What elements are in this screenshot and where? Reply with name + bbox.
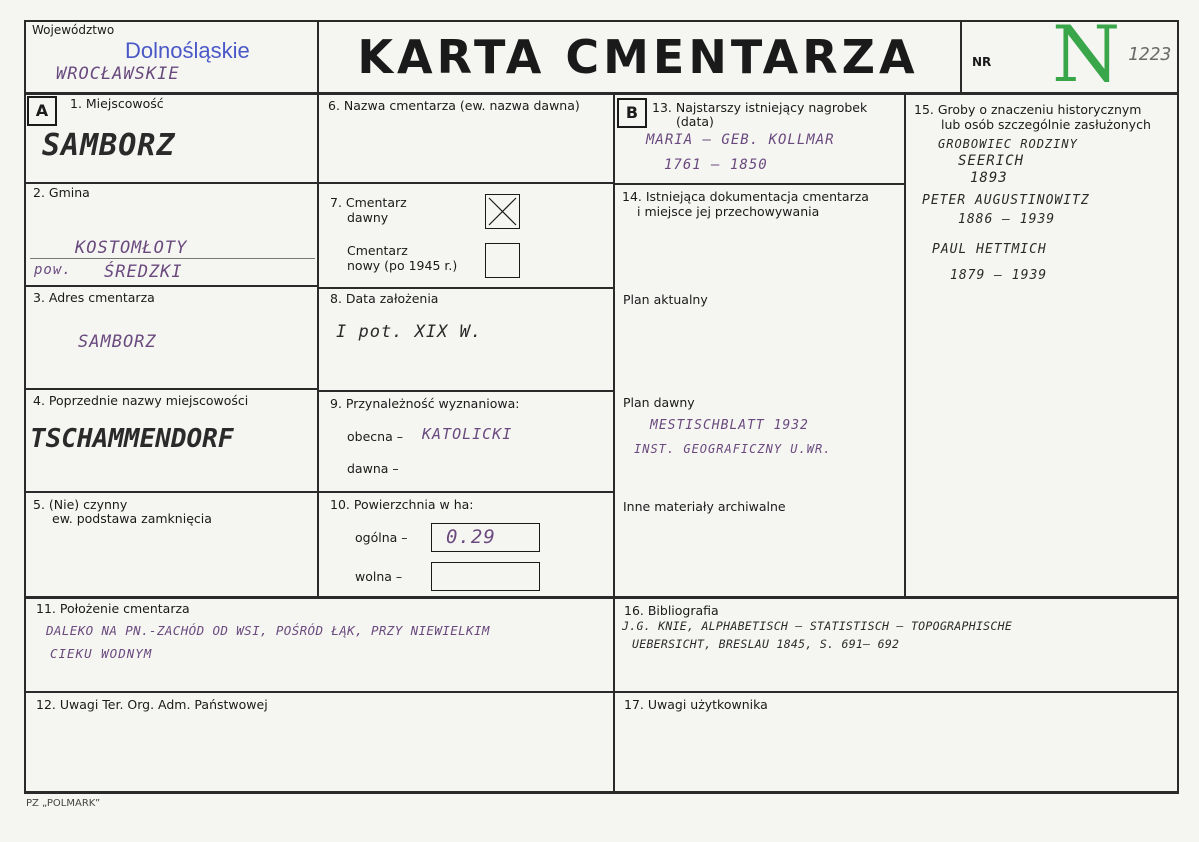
nr-label: NR [972,55,992,69]
plan-dawny-label: Plan dawny [623,395,695,410]
col-divider-2 [613,94,615,792]
section-b-letter: B [617,98,647,128]
row-line-2 [24,285,318,287]
field-13-sublabel: (data) [676,114,714,129]
wojewodztwo-label: Województwo [32,23,115,37]
field-15-line-4: PETER AUGUSTINOWITZ [922,193,1090,208]
wojewodztwo-handwritten: WROCŁAWSKIE [56,64,180,84]
field-15-line-5: 1886 – 1939 [958,212,1056,227]
field-15-sublabel: lub osób szczególnie zasłużonych [941,117,1151,132]
field-12-label: 12. Uwagi Ter. Org. Adm. Państwowej [36,697,268,712]
plan-aktualny-label: Plan aktualny [623,292,708,307]
mid-line-4 [318,491,614,493]
field-9-obecna-value: KATOLICKI [422,425,513,443]
field-10-wolna-box[interactable] [431,562,540,591]
field-4-label: 4. Poprzednie nazwy miejscowości [33,393,249,408]
field-14-sublabel: i miejsce jej przechowywania [637,204,820,219]
field-6-label: 6. Nazwa cmentarza (ew. nazwa dawna) [328,98,580,113]
field-11-line-2: CIEKU WODNYM [50,646,153,661]
field-10-wolna-label: wolna – [355,569,403,584]
field-13-line-1: MARIA – GEB. KOLLMAR [646,132,835,148]
field-15-line-3: 1893 [970,170,1008,186]
field-3-value: SAMBORZ [78,332,157,352]
field-7-nowy-b: nowy (po 1945 r.) [347,258,458,273]
plan-dawny-line-2: INST. GEOGRAFICZNY U.WR. [634,442,832,456]
printer-imprint: PZ „POLMARK” [26,798,101,809]
b-line-1 [614,183,905,185]
field-7-nowy-a: Cmentarz [347,243,408,258]
frame-top [24,20,1179,22]
row-line-1 [24,182,318,184]
frame-right [1177,20,1179,793]
row-line-4 [24,491,318,493]
field-14-label: 14. Istniejąca dokumentacja cmentarza [622,189,869,204]
mid-line-1 [318,182,614,184]
field-10-ogolna-box[interactable] [431,523,540,552]
field-11-line-1: DALEKO NA PN.-ZACHÓD OD WSI, POŚRÓD ŁĄK, PRZY NIEWIELKIM [46,623,490,638]
field-16-line-2: UEBERSICHT, BRESLAU 1845, S. 691– 692 [632,637,900,651]
card-title: KARTA CMENTARZA [357,30,919,84]
wojewodztwo-stamp: Dolnośląskie [125,38,250,63]
mid-line-3 [318,390,614,392]
field-5-label: 5. (Nie) czynny [33,497,128,512]
field-2-pow-label: pow. [34,262,72,278]
header-divider-2 [960,20,962,94]
field-9-dawna-label: dawna – [347,461,399,476]
field-10-label: 10. Powierzchnia w ha: [330,497,474,512]
header-bottom [24,92,1179,95]
gmina-underline [30,258,315,259]
col-divider-1 [317,94,319,597]
mid-line-2 [318,287,614,289]
frame-bottom [24,791,1179,794]
frame-left [24,20,26,793]
field-4-value: TSCHAMMENDORF [30,424,234,454]
section-a-letter: A [27,96,57,126]
field-9-label: 9. Przynależność wyznaniowa: [330,396,520,411]
inne-materialy-label: Inne materiały archiwalne [623,499,786,514]
field-15-line-1: GROBOWIEC RODZINY [938,137,1078,151]
field-13-line-2: 1761 – 1850 [664,157,768,173]
row-line-3 [24,388,318,390]
nr-number: 1223 [1128,44,1172,65]
row-line-bottom-2 [24,691,1179,693]
field-7-label: 7. Cmentarz [330,195,407,210]
field-15-line-7: 1879 – 1939 [950,268,1048,283]
field-15-label: 15. Groby o znaczeniu historycznym [914,102,1142,117]
field-3-label: 3. Adres cmentarza [33,290,155,305]
field-10-ogolna-value: 0.29 [446,526,496,548]
field-11-label: 11. Położenie cmentarza [36,601,190,616]
field-17-label: 17. Uwagi użytkownika [624,697,768,712]
field-15-line-6: PAUL HETTMICH [932,242,1047,257]
field-16-label: 16. Bibliografia [624,603,719,618]
checkbox-dawny[interactable] [485,194,520,229]
row-line-bottom-1 [24,596,1179,599]
field-10-ogolna-label: ogólna – [355,530,408,545]
plan-dawny-line-1: MESTISCHBLATT 1932 [650,418,809,433]
nr-letter: N [1052,10,1121,100]
field-9-obecna-label: obecna – [347,429,403,444]
field-5-sublabel: ew. podstawa zamknięcia [52,511,212,526]
field-2-label: 2. Gmina [33,185,90,200]
field-7-dawny: dawny [347,210,389,225]
field-15-line-2: SEERICH [958,153,1025,169]
field-16-line-1: J.G. KNIE, ALPHABETISCH – STATISTISCH – TOPOGRAPHISCHE [622,619,1013,633]
field-2-pow-value: ŚREDZKI [104,262,183,282]
field-8-label: 8. Data założenia [330,291,439,306]
field-13-label: 13. Najstarszy istniejący nagrobek [652,100,868,115]
field-2-value: KOSTOMŁOTY [75,238,188,258]
field-8-value: I pot. XIX W. [336,322,483,342]
checked-x-icon [486,195,519,228]
checkbox-nowy[interactable] [485,243,520,278]
field-1-value: SAMBORZ [42,128,176,163]
field-1-label: 1. Miejscowość [70,96,164,111]
col-divider-3 [904,94,906,597]
